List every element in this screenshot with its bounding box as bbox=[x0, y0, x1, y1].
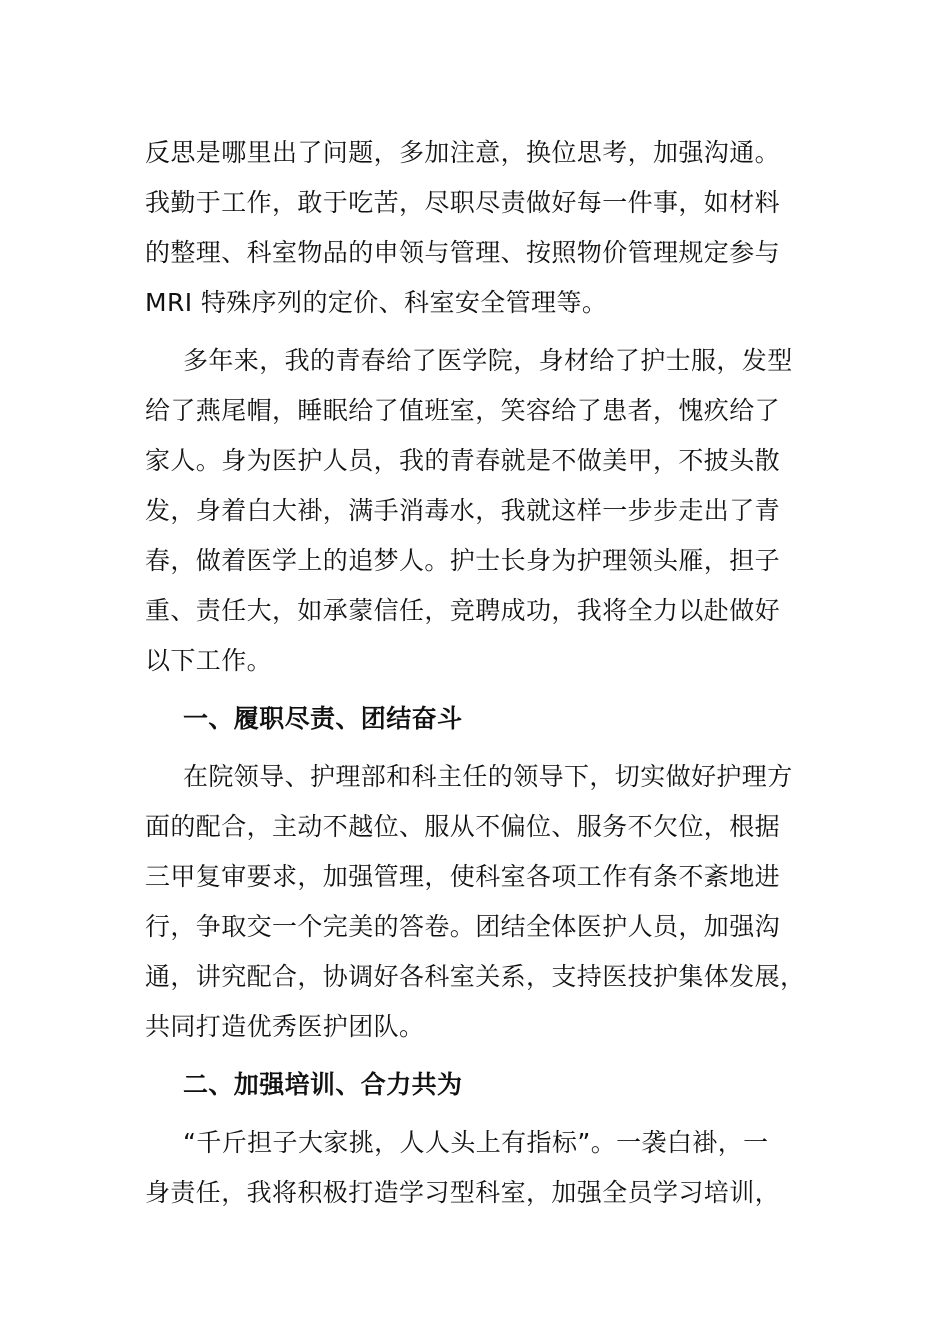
text-line: 反思是哪里出了问题，多加注意，换位思考，加强沟通。 bbox=[145, 138, 781, 167]
text-line: 行，争取交一个完美的答卷。团结全体医护人员，加强沟 bbox=[145, 912, 781, 941]
paragraph-1 bbox=[145, 128, 805, 328]
text-line: 家人。身为医护人员，我的青春就是不做美甲，不披头散 bbox=[145, 446, 781, 475]
text-line: 以下工作。 bbox=[145, 646, 273, 675]
text-line: 我勤于工作，敢于吃苦，尽职尽责做好每一件事，如材料 bbox=[145, 188, 781, 217]
text-line: 发，身着白大褂，满手消毒水，我就这样一步步走出了青 bbox=[145, 496, 781, 525]
text-line: 重、责任大，如承蒙信任，竞聘成功，我将全力以赴做好 bbox=[145, 596, 781, 625]
text-line: 三甲复审要求，加强管理，使科室各项工作有条不紊地进 bbox=[145, 862, 781, 891]
section-heading-1: 一、履职尽责、团结奋斗 bbox=[183, 704, 463, 733]
paragraph-2 bbox=[145, 336, 805, 686]
text-line: 面的配合，主动不越位、服从不偏位、服务不欠位，根据 bbox=[145, 812, 781, 841]
text-line: 春，做着医学上的追梦人。护士长身为护理领头雁，担子 bbox=[145, 546, 781, 575]
text-line: 多年来，我的青春给了医学院，身材给了护士服，发型 bbox=[183, 346, 793, 375]
text-line: 身责任，我将积极打造学习型科室，加强全员学习培训， bbox=[145, 1178, 781, 1207]
text-line: 通，讲究配合，协调好各科室关系，支持医技护集体发展， bbox=[145, 962, 806, 991]
text-line: 给了燕尾帽，睡眠给了值班室，笑容给了患者，愧疚给了 bbox=[145, 396, 781, 425]
text-line: MRI 特殊序列的定价、科室安全管理等。 bbox=[145, 288, 608, 317]
document-body bbox=[145, 128, 805, 1218]
text-line: 在院领导、护理部和科主任的领导下，切实做好护理方 bbox=[183, 762, 793, 791]
text-line: 共同打造优秀医护团队。 bbox=[145, 1012, 425, 1041]
section-heading-2: 二、加强培训、合力共为 bbox=[183, 1070, 463, 1099]
paragraph-3 bbox=[145, 752, 805, 1052]
text-line: 的整理、科室物品的申领与管理、按照物价管理规定参与 bbox=[145, 238, 781, 267]
paragraph-4 bbox=[145, 1118, 805, 1218]
text-line: “千斤担子大家挑，人人头上有指标”。一袭白褂，一 bbox=[183, 1128, 769, 1157]
